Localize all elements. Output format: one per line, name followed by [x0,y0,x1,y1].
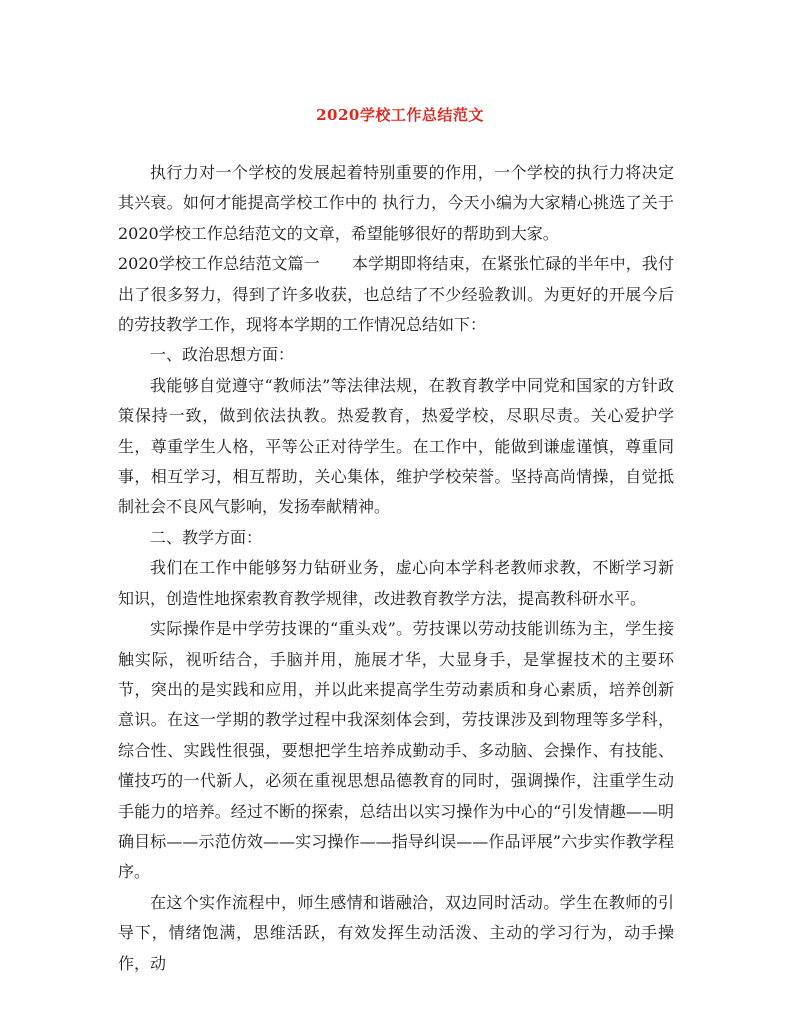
section-paragraph-politics: 我能够自觉遵守“教师法”等法律法规，在教育教学中同党和国家的方针政策保持一致，做到依法执教。热爱教育，热爱学校，尽职尽责。关心爱护学生，尊重学生人格，平等公正对待学生。在工作中，能做到谦虚谨慎，尊重同事，相互学习，相互帮助，关心集体，维护学校荣誉。坚持高尚情操，自觉抵制社会不良风气影响，发扬奉献精神。 [118,375,674,517]
document-title: 2020学校工作总结范文 [316,106,484,124]
article-opening-text: 本学期即将结束，在紧张忙碌的半年中，我付出了很多努力，得到了许多收获，也总结了不少经验教训。为更好的开展今后的劳技教学工作，现将本学期的工作情况总结如下： [118,254,674,335]
article-opening-paragraph [118,249,674,340]
document-body [118,158,674,979]
article-heading: 2020学校工作总结范文篇一 [118,254,320,274]
section-paragraph-teaching-1: 我们在工作中能够努力钻研业务，虚心向本学科老教师求教，不断学习新知识，创造性地探索教育教学规律，改进教育教学方法，提高教科研水平。 [118,558,674,608]
section-heading-teaching: 二、教学方面： [150,527,263,547]
section-paragraph-teaching-3: 在这个实作流程中，师生感情和谐融洽，双边同时活动。学生在教师的引导下，情绪饱满，思维活跃，有效发挥生动活泼、主动的学习行为，动手操作，动 [118,892,674,973]
section-heading-politics: 一、政治思想方面： [150,345,295,365]
intro-paragraph: 执行力对一个学校的发展起着特别重要的作用，一个学校的执行力将决定其兴衰。如何才能提高学校工作中的 执行力，今天小编为大家精心挑选了关于2020学校工作总结范文的文章，希望能够很好的帮助到大家。 [118,163,674,243]
section-paragraph-teaching-2: 实际操作是中学劳技课的“重头戏”。劳技课以劳动技能训练为主，学生接触实际，视听结合，手脑并用，施展才华，大显身手，是掌握技术的主要环节，突出的是实践和应用，并以此来提高学生劳动素质和身心素质，培养创新意识。在这一学期的教学过程中我深刻体会到，劳技课涉及到物理等多学科，综合性、实践性很强，要想把学生培养成勤动手、多动脑、会操作、有技能、懂技巧的一代新人，必须在重视思想品德教育的同时，强调操作，注重学生动手能力的培养。经过不断的探索，总结出以实习操作为中心的“引发情趣——明确目标——示范仿效——实习操作——指导纠误——作品评展”六步实作教学程序。 [118,619,674,882]
